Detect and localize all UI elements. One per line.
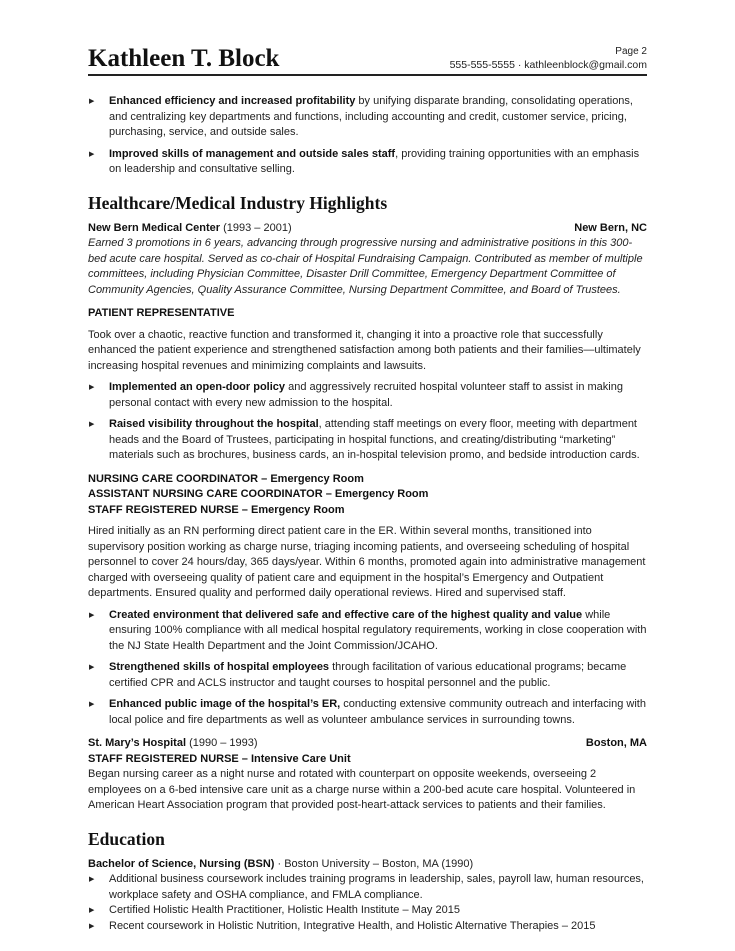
section-heading-education: Education: [88, 828, 165, 849]
job-description: Hired initially as an RN performing direct patient care in the ER. Within several months, transitioned into supervisory position working as charge nurse, triaging incoming patients, and overseeing scheduling of hospital personnel to cover 24 hours/day, 365 days/year. Within 6 months, promoted again into administrative management charged with overseeing quality of patient care and equipment in the hospital’s Emergency and Outpatient departments. Ensured quality and performed daily operational reviews. Hired and supervised staff.: [88, 525, 646, 599]
resume-header: [88, 44, 647, 76]
job-description: Began nursing career as a night nurse and rotated with counterpart on opposite weekends, overseeing 2 employees on a 6-bed intensive care unit as a charge nurse within a 200-bed acute care hospital. Volunteered in American Heart Association program that provided post-heart-attack services to patients and their families.: [88, 768, 636, 811]
contact-info: 555-555-5555 · kathleenblock@gmail.com: [449, 59, 647, 71]
employer-dates: (1990 – 1993): [186, 737, 258, 749]
degree-name: Bachelor of Science, Nursing (BSN): [88, 857, 275, 870]
list-item: [88, 147, 647, 178]
bullet-lead: Raised visibility throughout the hospital: [109, 418, 319, 430]
bullet-text: while ensuring 100% compliance with all medical hospital regulatory requirements, working in close cooperation with the NJ State Health Department and the Joint Commission/JCAHO.: [109, 608, 647, 652]
bullet-text: through facilitation of various educational programs; became certified CPR and ACLS instructor and taught courses to hospital personnel and the public.: [109, 661, 627, 689]
degree-line: [88, 857, 647, 873]
job-title: NURSING CARE COORDINATOR – Emergency Room: [88, 472, 364, 485]
employer-dates: (1993 – 2001): [220, 221, 292, 234]
bullet-text: and aggressively recruited hospital volunteer staff to assist in making personal contact with every new admission to the hospital.: [109, 381, 623, 409]
job-description: Took over a chaotic, reactive function and transformed it, changing it into a proactive role that successfully enhanced the patient experience and strengthened satisfaction among both patients and their families—ultimately increasing hospital revenues and minimizing complaints and lawsuits.: [88, 328, 641, 372]
bullet-text: conducting extensive community outreach and interfacing with local police and fire departments as well as volunteer ambulance services in surrounding towns.: [109, 698, 646, 726]
employer-name: New Bern Medical Center: [88, 221, 221, 234]
bullet-lead: Strengthened skills of hospital employees: [109, 661, 330, 673]
list-item: ▶ Additional business coursework includes training programs in leadership, sales, payroll law, human resources, workplace safety and OSHA compliance, and FMLA compliance.: [88, 872, 647, 903]
list-item: [88, 417, 647, 464]
job-title: STAFF REGISTERED NURSE – Emergency Room: [88, 503, 345, 516]
bullet-lead: Enhanced public image of the hospital’s ER,: [109, 698, 341, 710]
employer-name: St. Mary’s Hospital: [88, 737, 187, 749]
bullet-text: , providing training opportunities with an emphasis on leadership and consultative selling.: [109, 147, 640, 175]
list-item: [88, 697, 647, 728]
employer-summary: Earned 3 promotions in 6 years, advancing through progressive nursing and administrative positions in this 300-bed acute care hospital. Served as co-chair of Hospital Fundraising Campaign. Contributed as member of multiple committees, including Physician Committee, Disaster Drill Committee, Emergency Department Committee of Community Agencies, Quality Assurance Committee, Nursing Department Committee, and Board of Trustees.: [88, 237, 643, 296]
bullet-lead: Created environment that delivered safe and effective care of the highest quality and value: [109, 608, 583, 621]
job-title: ASSISTANT NURSING CARE COORDINATOR – Emergency Room: [88, 488, 429, 500]
list-item: [88, 660, 647, 691]
bullet-text: , attending staff meetings on every floor, meeting with department heads and the Board of Trustees, participating in hospital functions, and creating/distributing “marketing” materials such as brochures, business cards, an in-hospital television promo, and bedside introduction cards.: [109, 418, 640, 461]
job-title: PATIENT REPRESENTATIVE: [88, 307, 235, 319]
job-title: STAFF REGISTERED NURSE – Intensive Care Unit: [88, 752, 351, 765]
list-item: ▶ Recent coursework in Holistic Nutrition, Integrative Health, and Holistic Alternative Therapies – 2015: [88, 919, 647, 935]
bullet-lead: Implemented an open-door policy: [109, 381, 286, 393]
candidate-name: Kathleen T. Block: [88, 45, 280, 72]
employer-row: [88, 221, 647, 237]
list-item: [88, 380, 647, 411]
degree-school: · Boston University – Boston, MA (1990): [274, 857, 474, 870]
resume-body: [88, 94, 647, 934]
employer-location: Boston, MA: [585, 737, 647, 749]
bullet-text: by unifying disparate branding, consolidating operations, and centralizing key departments and functions, including accounting and credit, customer service, pricing, purchasing, service, and outside sales.: [109, 95, 633, 138]
employer-row: [88, 736, 647, 752]
list-item: [88, 94, 647, 141]
bullet-lead: Enhanced efficiency and increased profitability: [109, 95, 356, 107]
section-heading-healthcare: Healthcare/Medical Industry Highlights: [88, 192, 388, 213]
page-number: Page 2: [615, 46, 647, 57]
employer-location: New Bern, NC: [574, 221, 647, 234]
bullet-lead: Improved skills of management and outside sales staff: [109, 147, 396, 160]
list-item: ▶ Certified Holistic Health Practitioner, Holistic Health Institute – May 2015: [88, 903, 647, 919]
list-item: [88, 608, 647, 655]
